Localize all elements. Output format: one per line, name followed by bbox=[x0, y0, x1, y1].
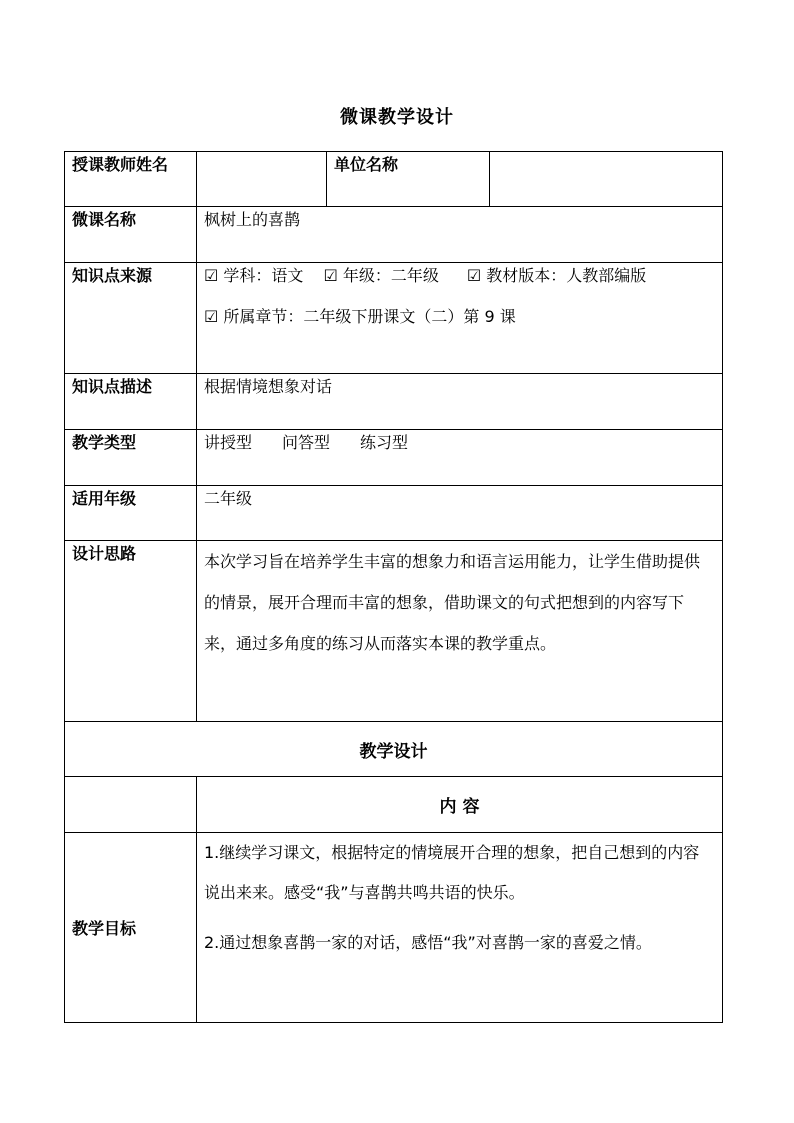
row-knowledge-desc bbox=[65, 374, 723, 430]
teacher-name-label: 授课教师姓名 bbox=[65, 152, 197, 207]
teacher-name-value bbox=[197, 152, 327, 207]
lesson-name-label: 微课名称 bbox=[65, 207, 197, 263]
design-idea-label: 设计思路 bbox=[65, 541, 197, 722]
document-title: 微课教学设计 bbox=[340, 107, 454, 128]
teaching-type-label: 教学类型 bbox=[65, 430, 197, 486]
content-header-blank bbox=[65, 777, 197, 833]
teaching-goals-label: 教学目标 bbox=[65, 833, 197, 1023]
row-section-header bbox=[65, 722, 723, 777]
source-grade: ☑ 年级：二年级 bbox=[323, 266, 439, 285]
knowledge-source-value bbox=[197, 263, 723, 374]
row-content-header bbox=[65, 777, 723, 833]
lesson-design-table bbox=[64, 151, 723, 1023]
knowledge-desc-value: 根据情境想象对话 bbox=[197, 374, 723, 430]
content-header: 内 容 bbox=[197, 777, 723, 833]
grade-value: 二年级 bbox=[197, 486, 723, 541]
unit-name-label: 单位名称 bbox=[327, 152, 490, 207]
type-option-qa: 问答型 bbox=[282, 433, 331, 452]
goal-item-2: 2.通过想象喜鹊一家的对话，感悟“我”对喜鹊一家的喜爱之情。 bbox=[204, 933, 652, 952]
row-lesson-name bbox=[65, 207, 723, 263]
knowledge-source-label: 知识点来源 bbox=[65, 263, 197, 374]
row-teaching-goals bbox=[65, 833, 723, 1023]
source-chapter: ☑ 所属章节：二年级下册课文（二）第 9 课 bbox=[204, 307, 516, 326]
row-teaching-type bbox=[65, 430, 723, 486]
type-option-practice: 练习型 bbox=[360, 433, 409, 452]
row-teacher bbox=[65, 152, 723, 207]
source-subject: ☑ 学科：语文 bbox=[204, 266, 304, 285]
knowledge-desc-label: 知识点描述 bbox=[65, 374, 197, 430]
source-line-1 bbox=[204, 263, 715, 286]
row-knowledge-source bbox=[65, 263, 723, 374]
teaching-goals-value bbox=[197, 833, 723, 1023]
row-grade bbox=[65, 486, 723, 541]
type-option-lecture: 讲授型 bbox=[204, 433, 253, 452]
teaching-type-value bbox=[197, 430, 723, 486]
section-header: 教学设计 bbox=[65, 722, 723, 777]
source-edition: ☑ 教材版本：人教部编版 bbox=[466, 266, 647, 285]
unit-name-value bbox=[490, 152, 723, 207]
row-design-idea bbox=[65, 541, 723, 722]
design-idea-value: 本次学习旨在培养学生丰富的想象力和语言运用能力，让学生借助提供的情景，展开合理而丰富的想象，借助课文的句式把想到的内容写下来，通过多角度的练习从而落实本课的教学重点。 bbox=[197, 541, 723, 722]
grade-label: 适用年级 bbox=[65, 486, 197, 541]
lesson-name-value: 枫树上的喜鹊 bbox=[197, 207, 723, 263]
goal-item-1: 1.继续学习课文，根据特定的情境展开合理的想象，把自己想到的内容说出来来。感受“我”与喜鹊共鸣共语的快乐。 bbox=[204, 843, 700, 902]
